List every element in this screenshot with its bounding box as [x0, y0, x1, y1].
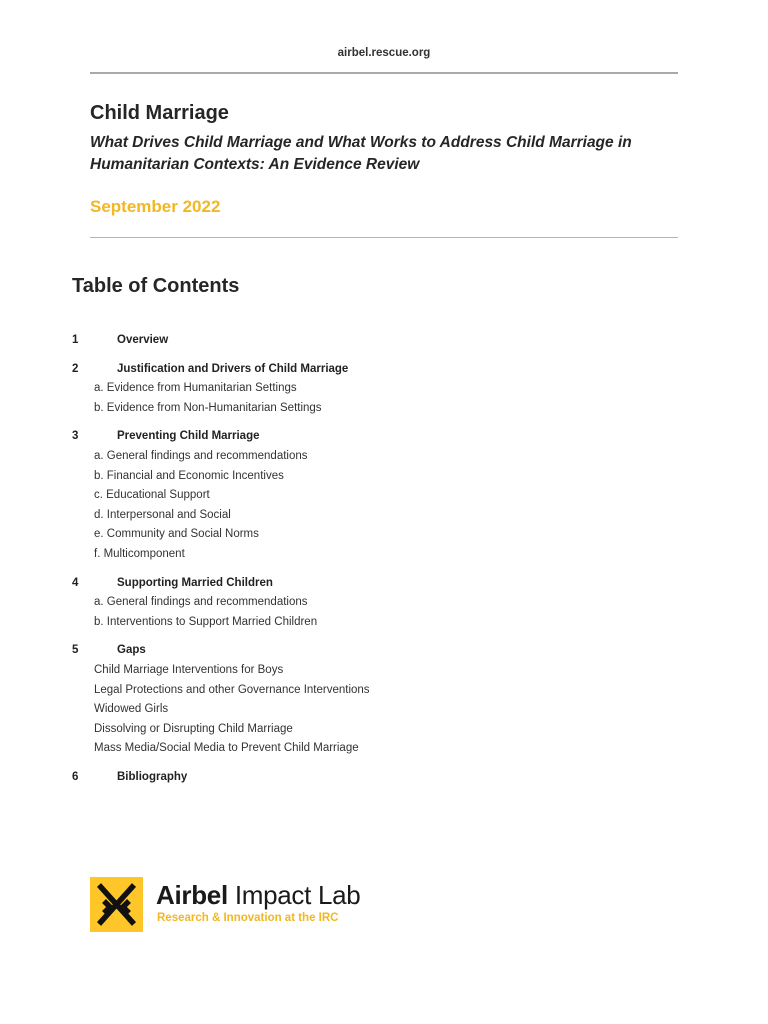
- logo-name: [156, 880, 360, 911]
- document-subtitle: What Drives Child Marriage and What Works to Address Child Marriage in Humanitarian Contexts: An Evidence Review: [90, 134, 632, 173]
- divider-top: [90, 72, 678, 74]
- toc-section: [72, 641, 712, 759]
- toc-entry-title: Preventing Child Marriage: [117, 430, 260, 443]
- toc-section: [72, 360, 712, 419]
- toc-entry-number: 4: [72, 576, 79, 589]
- toc-entry[interactable]: [72, 641, 712, 661]
- toc-subentry[interactable]: d. Interpersonal and Social: [94, 508, 231, 521]
- toc-subentry[interactable]: Dissolving or Disrupting Child Marriage: [94, 722, 293, 735]
- toc-subentry[interactable]: Widowed Girls: [94, 703, 169, 716]
- toc-entry[interactable]: [72, 427, 712, 447]
- table-of-contents: [72, 331, 712, 796]
- toc-subentry[interactable]: Legal Protections and other Governance Interventions: [94, 683, 370, 696]
- toc-subentry[interactable]: f. Multicomponent: [94, 547, 185, 560]
- toc-entry[interactable]: [72, 360, 712, 380]
- toc-subentry[interactable]: Mass Media/Social Media to Prevent Child Marriage: [94, 742, 359, 755]
- toc-heading: Table of Contents: [72, 275, 240, 297]
- toc-entry-number: 3: [72, 430, 79, 443]
- toc-subentry[interactable]: a. General findings and recommendations: [94, 449, 308, 462]
- toc-subentry[interactable]: c. Educational Support: [94, 489, 210, 502]
- toc-entry[interactable]: [72, 331, 712, 351]
- toc-entry-title: Overview: [117, 334, 169, 346]
- airbel-impact-lab-logo: [90, 877, 390, 933]
- toc-entry-title: Supporting Married Children: [117, 576, 273, 589]
- document-title: Child Marriage: [90, 102, 229, 124]
- toc-entry-number: 2: [72, 362, 79, 375]
- toc-entry-title: Justification and Drivers of Child Marriage: [117, 362, 349, 375]
- toc-entry[interactable]: [72, 574, 712, 594]
- toc-subentry[interactable]: a. Evidence from Humanitarian Settings: [94, 382, 297, 395]
- toc-section: [72, 574, 712, 633]
- toc-subentry[interactable]: e. Community and Social Norms: [94, 528, 259, 541]
- airbel-x-mark-icon: [90, 877, 143, 932]
- logo-tagline: Research & Innovation at the IRC: [157, 912, 339, 924]
- toc-subentry[interactable]: b. Financial and Economic Incentives: [94, 469, 284, 482]
- logo-name-rest: Impact Lab: [227, 880, 361, 910]
- toc-entry[interactable]: [72, 768, 712, 788]
- toc-subentry[interactable]: b. Interventions to Support Married Children: [94, 615, 318, 628]
- toc-subentry[interactable]: a. General findings and recommendations: [94, 596, 308, 609]
- toc-entry-number: 1: [72, 334, 79, 346]
- publication-date: September 2022: [90, 197, 221, 216]
- toc-subentry[interactable]: b. Evidence from Non-Humanitarian Settings: [94, 401, 322, 414]
- toc-entry-number: 6: [72, 770, 79, 783]
- toc-entry-title: Bibliography: [117, 770, 188, 783]
- toc-entry-number: 5: [72, 644, 79, 657]
- logo-name-bold: Airbel: [156, 880, 228, 910]
- toc-section: [72, 331, 712, 351]
- toc-section: [72, 768, 712, 788]
- toc-section: [72, 427, 712, 564]
- divider-mid: [90, 237, 678, 238]
- site-url[interactable]: airbel.rescue.org: [337, 47, 431, 59]
- toc-entry-title: Gaps: [117, 644, 146, 657]
- toc-subentry[interactable]: Child Marriage Interventions for Boys: [94, 663, 284, 676]
